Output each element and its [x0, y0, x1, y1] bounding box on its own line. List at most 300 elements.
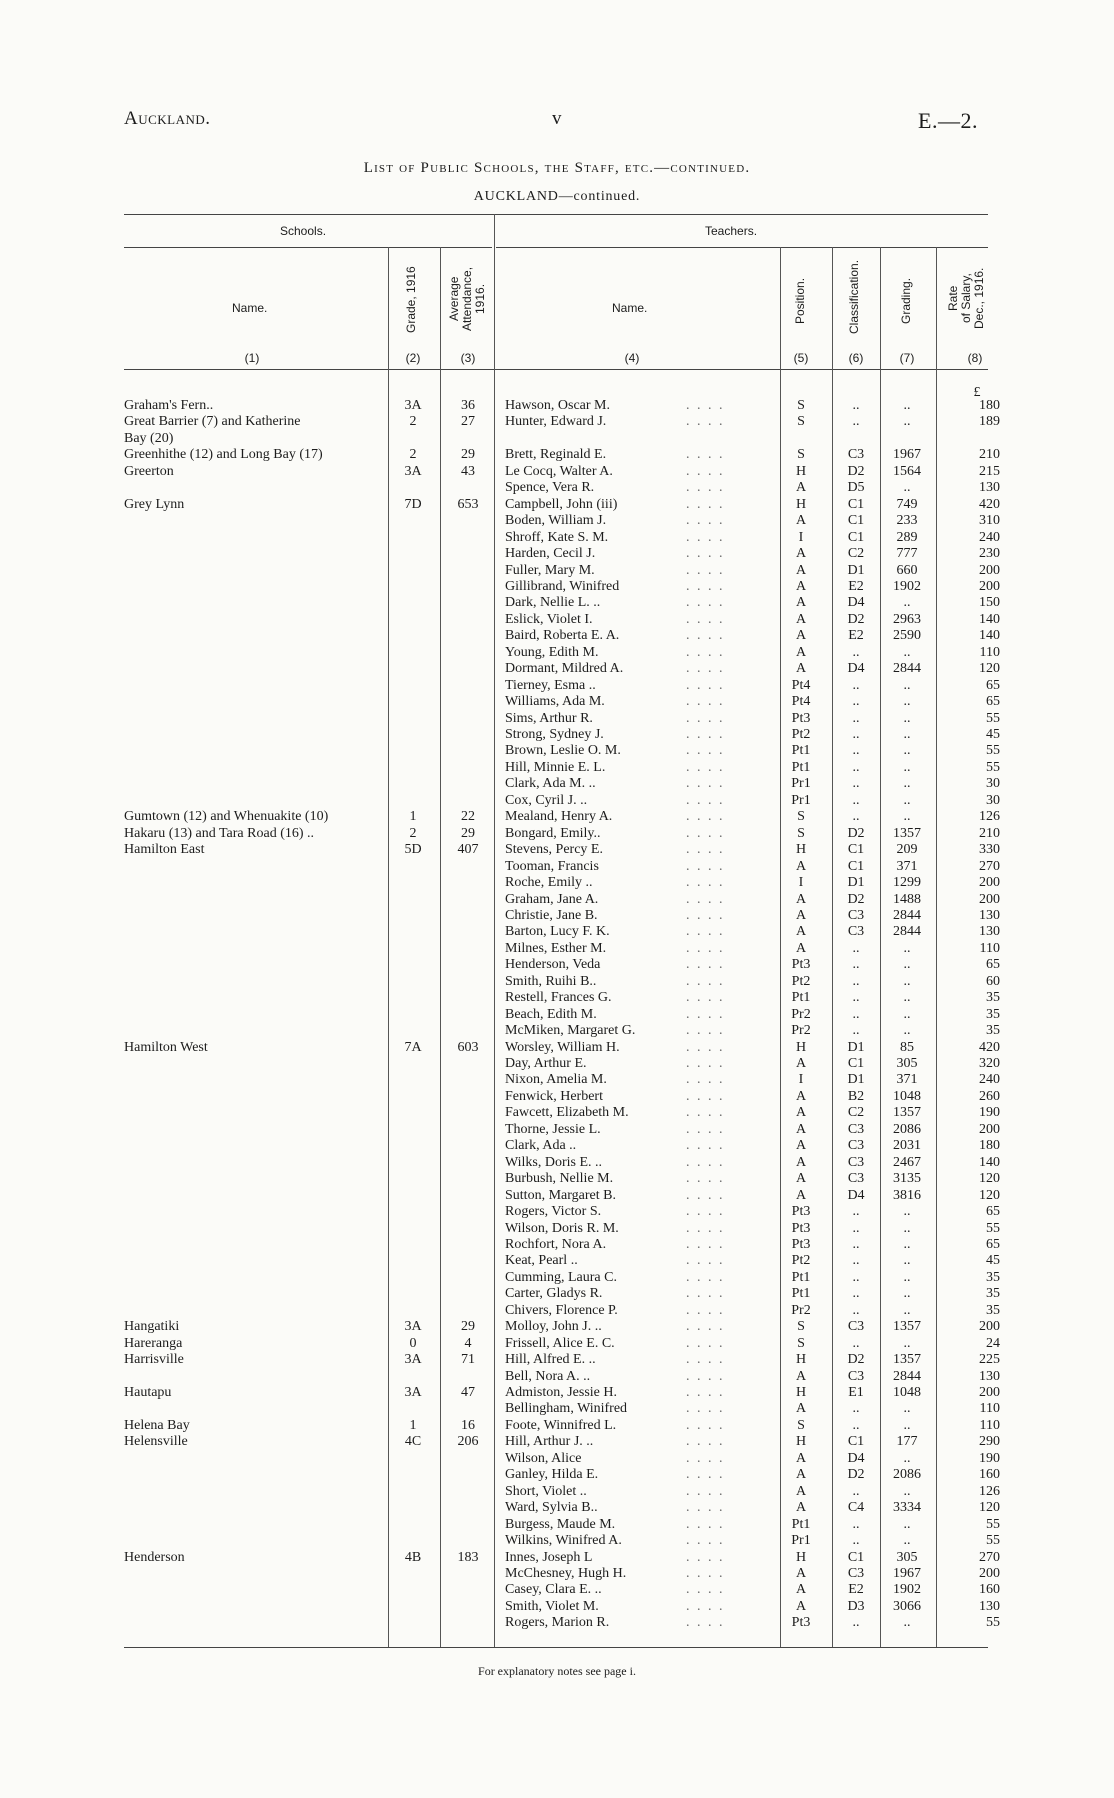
leader-dots: . . . . [686, 1434, 725, 1450]
teacher-classification: E2 [848, 1582, 864, 1598]
column-header-salary: Rate of Salary, Dec., 1916. [946, 267, 986, 329]
table-row [0, 1040, 1114, 1057]
leader-dots: . . . . [686, 578, 725, 594]
teacher-name: Mealand, Henry A. [505, 809, 613, 825]
school-name: Helena Bay [124, 1417, 190, 1433]
teacher-name: Wilson, Doris R. M. [505, 1220, 619, 1236]
leader-dots: . . . . [686, 924, 725, 940]
teacher-grading: 3135 [893, 1171, 921, 1187]
leader-dots: . . . . [686, 825, 725, 841]
column-number: (8) [967, 351, 983, 365]
teacher-name: Sutton, Margaret B. [505, 1187, 616, 1203]
teacher-position: S [797, 1335, 805, 1351]
teacher-salary: 30 [986, 792, 1000, 808]
school-grade: 2 [409, 447, 417, 463]
teacher-position: A [795, 1088, 807, 1104]
teacher-name: Chivers, Florence P. [505, 1302, 618, 1318]
teacher-name: Graham, Jane A. [505, 891, 599, 907]
teacher-salary: 270 [979, 1549, 1000, 1565]
school-name: Grey Lynn [124, 496, 185, 512]
teacher-grading: .. [903, 759, 911, 775]
teacher-classification: .. [852, 398, 860, 413]
teacher-salary: 35 [986, 1006, 1000, 1022]
teacher-salary: 270 [979, 858, 1000, 874]
teacher-grading: 2467 [893, 1154, 921, 1170]
teacher-classification: D2 [847, 1352, 865, 1368]
table-row [0, 1007, 1114, 1024]
teacher-salary: 150 [979, 595, 1000, 611]
teacher-position: Pt1 [791, 1286, 811, 1302]
leader-dots: . . . . [686, 513, 725, 529]
teacher-position: Pr1 [791, 792, 811, 808]
teacher-classification: .. [852, 743, 860, 759]
teacher-name: Barton, Lucy F. K. [505, 924, 610, 940]
teacher-grading: .. [903, 1253, 911, 1269]
leader-dots: . . . . [686, 727, 725, 742]
table-row [0, 645, 1114, 662]
teacher-name: McChesney, Hugh H. [505, 1565, 627, 1581]
leader-dots: . . . . [686, 710, 725, 726]
table-row [0, 595, 1114, 612]
teacher-grading: .. [903, 694, 911, 710]
teacher-salary: 120 [979, 1171, 1000, 1187]
teacher-name: Fuller, Mary M. [505, 562, 595, 578]
teacher-classification: C3 [847, 447, 865, 463]
teacher-grading: .. [903, 727, 911, 742]
teacher-position: Pt4 [791, 694, 811, 710]
teacher-grading: 2086 [893, 1121, 921, 1137]
table-row [0, 414, 1114, 431]
leader-dots: . . . . [686, 891, 725, 907]
teacher-position: Pt3 [791, 710, 811, 726]
teacher-grading: 1967 [893, 447, 921, 463]
average-attendance: 183 [457, 1549, 479, 1565]
leader-dots: . . . . [686, 1286, 725, 1302]
teacher-position: A [795, 1598, 807, 1614]
teacher-position: A [795, 546, 807, 562]
leader-dots: . . . . [686, 1417, 725, 1433]
teacher-name: Rochfort, Nora A. [505, 1236, 607, 1252]
teacher-salary: 230 [979, 546, 1000, 562]
teacher-name: Tooman, Francis [505, 858, 599, 874]
teacher-classification: E1 [848, 1385, 864, 1400]
teacher-name: Fenwick, Herbert [505, 1088, 603, 1104]
teacher-salary: 45 [986, 727, 1000, 742]
teacher-position: I [798, 1072, 804, 1088]
teacher-grading: .. [903, 792, 911, 808]
teacher-classification: C2 [847, 1105, 865, 1121]
teacher-grading: 749 [896, 496, 918, 512]
teacher-grading: 2963 [893, 611, 921, 627]
column-number: (1) [244, 351, 260, 365]
leader-dots: . . . . [686, 1269, 725, 1285]
leader-dots: . . . . [686, 1335, 725, 1351]
teacher-name: Christie, Jane B. [505, 907, 598, 923]
teacher-grading: .. [903, 1204, 911, 1220]
page-subtitle: AUCKLAND—continued. [473, 189, 641, 204]
teacher-classification: .. [852, 792, 860, 808]
teacher-classification: C2 [847, 546, 865, 562]
teacher-salary: 35 [986, 1302, 1000, 1318]
teacher-salary: 200 [979, 1565, 1000, 1581]
leader-dots: . . . . [686, 940, 725, 956]
table-row [0, 1072, 1114, 1089]
leader-dots: . . . . [686, 973, 725, 989]
teacher-name: Frissell, Alice E. C. [505, 1335, 615, 1351]
teacher-salary: 30 [986, 776, 1000, 792]
leader-dots: . . . . [686, 1565, 725, 1581]
teacher-salary: 55 [986, 1615, 1000, 1631]
table-row [0, 711, 1114, 728]
teacher-salary: 420 [979, 1039, 1000, 1055]
leader-dots: . . . . [686, 1352, 725, 1368]
teacher-name: Hill, Arthur J. .. [505, 1434, 594, 1450]
teacher-salary: 130 [979, 907, 1000, 923]
teacher-name: Williams, Ada M. [505, 694, 605, 710]
teacher-salary: 110 [979, 940, 1000, 956]
table-row [0, 628, 1114, 645]
teacher-salary: 120 [979, 1500, 1000, 1516]
table-row [0, 760, 1114, 777]
column-number: (4) [624, 351, 640, 365]
teacher-grading: .. [903, 1450, 911, 1466]
teacher-grading: 660 [896, 562, 918, 578]
teacher-classification: C1 [847, 1056, 865, 1071]
teacher-position: A [795, 562, 807, 578]
column-header-classification: Classification. [847, 259, 861, 335]
table-row [0, 1352, 1114, 1369]
teacher-name: Wilkins, Winifred A. [505, 1533, 622, 1549]
teacher-position: Pt2 [791, 1253, 811, 1269]
teacher-classification: .. [852, 727, 860, 742]
teacher-salary: 35 [986, 1023, 1000, 1039]
school-grade: 7A [404, 1039, 422, 1055]
teacher-grading: 2844 [893, 1368, 921, 1384]
teacher-grading: 289 [896, 529, 918, 545]
teacher-name: Wilks, Doris E. .. [505, 1154, 603, 1170]
teacher-position: Pt3 [791, 1615, 811, 1631]
teacher-salary: 45 [986, 1253, 1000, 1269]
teacher-salary: 190 [979, 1105, 1000, 1121]
teacher-position: A [795, 1401, 807, 1417]
leader-dots: . . . . [686, 1483, 725, 1499]
leader-dots: . . . . [686, 1154, 725, 1170]
table-row [0, 809, 1114, 826]
teacher-salary: 65 [986, 1204, 1000, 1220]
teacher-classification: .. [852, 1253, 860, 1269]
teacher-name: Stevens, Percy E. [505, 842, 603, 858]
teacher-grading: .. [903, 1615, 911, 1631]
teacher-position: H [795, 1434, 807, 1450]
leader-dots: . . . . [686, 809, 725, 825]
report-code: E.—2. [918, 108, 978, 133]
table-row [0, 1566, 1114, 1583]
table-row [0, 875, 1114, 892]
teacher-name: Cumming, Laura C. [505, 1269, 617, 1285]
teacher-salary: 130 [979, 1368, 1000, 1384]
column-header-rule [124, 369, 988, 370]
teacher-salary: 160 [979, 1467, 1000, 1483]
teacher-classification: B2 [847, 1088, 865, 1104]
teacher-salary: 55 [986, 759, 1000, 775]
school-name: Hautapu [124, 1385, 172, 1400]
teacher-classification: .. [852, 940, 860, 956]
teacher-grading: 2031 [893, 1138, 921, 1154]
teacher-grading: 2844 [893, 907, 921, 923]
teacher-grading: 177 [896, 1434, 918, 1450]
teacher-grading: 2590 [893, 628, 921, 644]
table-row [0, 1336, 1114, 1353]
leader-dots: . . . . [686, 1368, 725, 1384]
teacher-position: S [797, 414, 805, 430]
table-row [0, 793, 1114, 810]
table-row [0, 1582, 1114, 1599]
teacher-name: Henderson, Veda [505, 957, 601, 973]
table-row [0, 513, 1114, 530]
teacher-grading: .. [903, 776, 911, 792]
teacher-grading: .. [903, 1417, 911, 1433]
teacher-name: Beach, Edith M. [505, 1006, 597, 1022]
teacher-grading: .. [903, 398, 911, 413]
teacher-grading: .. [903, 957, 911, 973]
teacher-grading: .. [903, 1302, 911, 1318]
table-row [0, 1023, 1114, 1040]
teacher-salary: 55 [986, 1220, 1000, 1236]
column-header-grading: Grading. [899, 277, 913, 325]
teacher-name: Tierney, Esma .. [505, 677, 596, 693]
leader-dots: . . . . [686, 1533, 725, 1549]
leader-dots: . . . . [686, 496, 725, 512]
teacher-salary: 110 [979, 1417, 1000, 1433]
teacher-grading: 305 [896, 1549, 918, 1565]
average-attendance: 71 [461, 1352, 475, 1368]
teacher-position: A [795, 611, 807, 627]
teacher-name: Short, Violet .. [505, 1483, 587, 1499]
leader-dots: . . . . [686, 907, 725, 923]
column-header-position: Position. [793, 277, 807, 325]
teacher-name: Shroff, Kate S. M. [505, 529, 609, 545]
teacher-classification: .. [852, 644, 860, 660]
teacher-name: Spence, Vera R. [505, 480, 595, 496]
table-row [0, 1237, 1114, 1254]
teacher-grading: 1048 [893, 1385, 921, 1400]
teacher-classification: C3 [847, 1138, 865, 1154]
table-row [0, 1550, 1114, 1567]
teacher-salary: 60 [986, 973, 1000, 989]
school-grade: 4C [404, 1434, 422, 1450]
leader-dots: . . . . [686, 776, 725, 792]
leader-dots: . . . . [686, 414, 725, 430]
teacher-position: A [795, 858, 807, 874]
teacher-salary: 420 [979, 496, 1000, 512]
teacher-salary: 140 [979, 1154, 1000, 1170]
school-grade: 7D [404, 496, 422, 512]
teacher-grading: .. [903, 414, 911, 430]
average-attendance: 4 [464, 1335, 472, 1351]
teacher-grading: .. [903, 1483, 911, 1499]
teacher-name: Thorne, Jessie L. [505, 1121, 601, 1137]
teacher-classification: .. [852, 1401, 860, 1417]
teacher-position: A [795, 1368, 807, 1384]
teacher-salary: 260 [979, 1088, 1000, 1104]
teacher-grading: .. [903, 644, 911, 660]
teacher-classification: C3 [847, 1565, 865, 1581]
table-row [0, 1204, 1114, 1221]
school-name: Harrisville [124, 1352, 184, 1368]
teacher-classification: D2 [847, 891, 865, 907]
table-row [0, 990, 1114, 1007]
teacher-grading: 209 [896, 842, 918, 858]
table-row [0, 1221, 1114, 1238]
teacher-classification: D2 [847, 611, 865, 627]
teacher-classification: .. [852, 759, 860, 775]
teacher-salary: 110 [979, 1401, 1000, 1417]
teacher-grading: .. [903, 1533, 911, 1549]
leader-dots: . . . . [686, 1006, 725, 1022]
teacher-salary: 130 [979, 1598, 1000, 1614]
table-row [0, 1484, 1114, 1501]
teacher-grading: 1902 [893, 1582, 921, 1598]
teacher-salary: 200 [979, 891, 1000, 907]
teacher-position: S [797, 809, 805, 825]
table-row [0, 1434, 1114, 1451]
teacher-name: Milnes, Esther M. [505, 940, 607, 956]
teacher-name: Admiston, Jessie H. [505, 1385, 617, 1400]
teacher-grading: 371 [896, 858, 918, 874]
teacher-grading: 1357 [893, 1319, 921, 1335]
teacher-grading: .. [903, 1286, 911, 1302]
teacher-position: Pr1 [791, 1533, 811, 1549]
teacher-classification: .. [852, 1615, 860, 1631]
teacher-position: A [795, 940, 807, 956]
teacher-grading: 233 [896, 513, 918, 529]
teacher-name: Foote, Winnifred L. [505, 1417, 617, 1433]
teacher-name: Clark, Ada .. [505, 1138, 577, 1154]
teacher-name: Rogers, Victor S. [505, 1204, 602, 1220]
teacher-classification: .. [852, 694, 860, 710]
average-attendance: 47 [461, 1385, 475, 1400]
teacher-salary: 35 [986, 1286, 1000, 1302]
teacher-classification: .. [852, 1220, 860, 1236]
teacher-salary: 200 [979, 562, 1000, 578]
teacher-classification: .. [852, 677, 860, 693]
teacher-salary: 130 [979, 480, 1000, 496]
leader-dots: . . . . [686, 628, 725, 644]
teacher-classification: .. [852, 1335, 860, 1351]
teacher-name: Ward, Sylvia B.. [505, 1500, 598, 1516]
teacher-classification: D3 [847, 1598, 865, 1614]
leader-dots: . . . . [686, 875, 725, 891]
teacher-name: Harden, Cecil J. [505, 546, 596, 562]
teacher-classification: D2 [847, 463, 865, 479]
teacher-name: Molloy, John J. .. [505, 1319, 602, 1335]
table-row [0, 464, 1114, 481]
teacher-grading: .. [903, 677, 911, 693]
teacher-grading: 1564 [893, 463, 921, 479]
teacher-classification: C3 [847, 1368, 865, 1384]
leader-dots: . . . . [686, 1105, 725, 1121]
teacher-classification: .. [852, 1483, 860, 1499]
table-row [0, 1401, 1114, 1418]
school-grade: 2 [409, 825, 417, 841]
teacher-classification: C3 [847, 1171, 865, 1187]
school-name: Hangatiki [124, 1319, 180, 1335]
teacher-name: Young, Edith M. [505, 644, 599, 660]
school-grade: 1 [409, 1417, 417, 1433]
teacher-grading: .. [903, 1401, 911, 1417]
leader-dots: . . . . [686, 447, 725, 463]
teacher-position: H [795, 842, 807, 858]
teacher-grading: 1357 [893, 1352, 921, 1368]
teacher-salary: 55 [986, 1516, 1000, 1532]
school-name: Greenhithe (12) and Long Bay (17) [124, 447, 323, 463]
teacher-position: I [798, 529, 804, 545]
teacher-classification: C4 [847, 1500, 865, 1516]
teacher-name: Hill, Alfred E. .. [505, 1352, 596, 1368]
teacher-classification: C3 [847, 1319, 865, 1335]
teacher-classification: C1 [847, 858, 865, 874]
teacher-name: Clark, Ada M. .. [505, 776, 596, 792]
table-row [0, 1122, 1114, 1139]
average-attendance: 16 [461, 1417, 475, 1433]
teacher-position: A [795, 907, 807, 923]
teacher-grading: 85 [900, 1039, 914, 1055]
leader-dots: . . . . [686, 398, 725, 413]
teacher-position: A [795, 644, 807, 660]
teacher-name: Rogers, Marion R. [505, 1615, 610, 1631]
teacher-salary: 320 [979, 1056, 1000, 1071]
teacher-grading: .. [903, 1335, 911, 1351]
leader-dots: . . . . [686, 792, 725, 808]
teacher-grading: .. [903, 1269, 911, 1285]
group-header-rule-left [124, 247, 492, 248]
leader-dots: . . . . [686, 1302, 725, 1318]
teacher-position: S [797, 1319, 805, 1335]
school-name: Great Barrier (7) and Katherine [124, 414, 301, 430]
teacher-classification: C1 [847, 1549, 865, 1565]
teacher-salary: 55 [986, 710, 1000, 726]
table-row [0, 530, 1114, 547]
teacher-position: S [797, 1417, 805, 1433]
column-header-teacher-name: Name. [612, 301, 648, 315]
teacher-grading: .. [903, 480, 911, 496]
teacher-classification: .. [852, 1302, 860, 1318]
teacher-position: H [795, 1549, 807, 1565]
teacher-position: A [795, 1500, 807, 1516]
teacher-name: Carter, Gladys R. [505, 1286, 603, 1302]
teacher-classification: C1 [847, 842, 865, 858]
teacher-grading: 1357 [893, 825, 921, 841]
leader-dots: . . . . [686, 1023, 725, 1039]
leader-dots: . . . . [686, 694, 725, 710]
leader-dots: . . . . [686, 1582, 725, 1598]
teacher-position: A [795, 1187, 807, 1203]
table-row [0, 1385, 1114, 1402]
teacher-position: A [795, 1138, 807, 1154]
teacher-grading: 1967 [893, 1565, 921, 1581]
table-row [0, 579, 1114, 596]
school-grade: 3A [404, 1385, 422, 1400]
school-name: Hamilton West [124, 1039, 208, 1055]
teacher-grading: 3334 [893, 1500, 921, 1516]
teacher-name: Worsley, William H. [505, 1039, 620, 1055]
table-row [0, 1056, 1114, 1073]
school-grade: 5D [404, 842, 422, 858]
teacher-classification: C1 [847, 496, 865, 512]
teacher-grading: 2844 [893, 924, 921, 940]
teacher-position: A [795, 924, 807, 940]
teacher-salary: 65 [986, 677, 1000, 693]
